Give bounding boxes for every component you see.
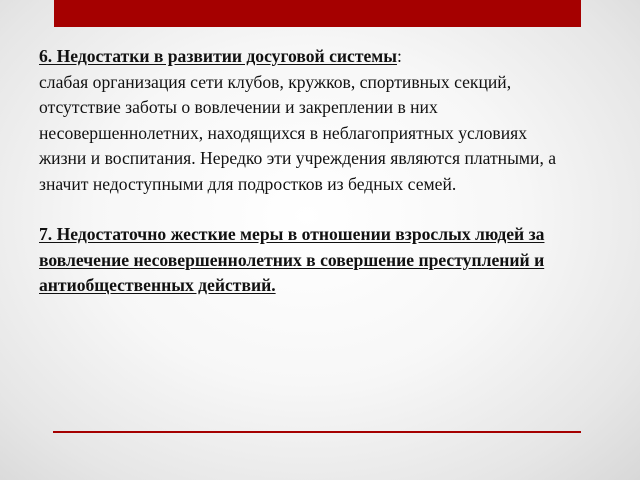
- top-accent-bar: [54, 0, 581, 27]
- paragraph-spacer: [39, 197, 559, 222]
- section-6-colon: :: [397, 46, 402, 66]
- section-7-heading: 7. Недостаточно жесткие меры в отношении взрослых людей за вовлечение несовершеннолетних в совершение преступлений и антиобщественных действий.: [39, 224, 545, 295]
- section-6-heading: 6. Недостатки в развитии досуговой системы: [39, 46, 397, 66]
- section-6-body: слабая организация сети клубов, кружков, спортивных секций, отсутствие заботы о вовлечении и закреплении в них несовершеннолетних, находящихся в неблагоприятных условиях жизни и воспитания. Нередко эти учреждения являются платными, а значит недоступными для подростков из бедных семей.: [39, 71, 557, 194]
- bottom-divider-line: [53, 431, 581, 433]
- section-6-paragraph: [39, 44, 559, 197]
- slide-content: [39, 44, 559, 299]
- section-7-paragraph: [39, 222, 559, 299]
